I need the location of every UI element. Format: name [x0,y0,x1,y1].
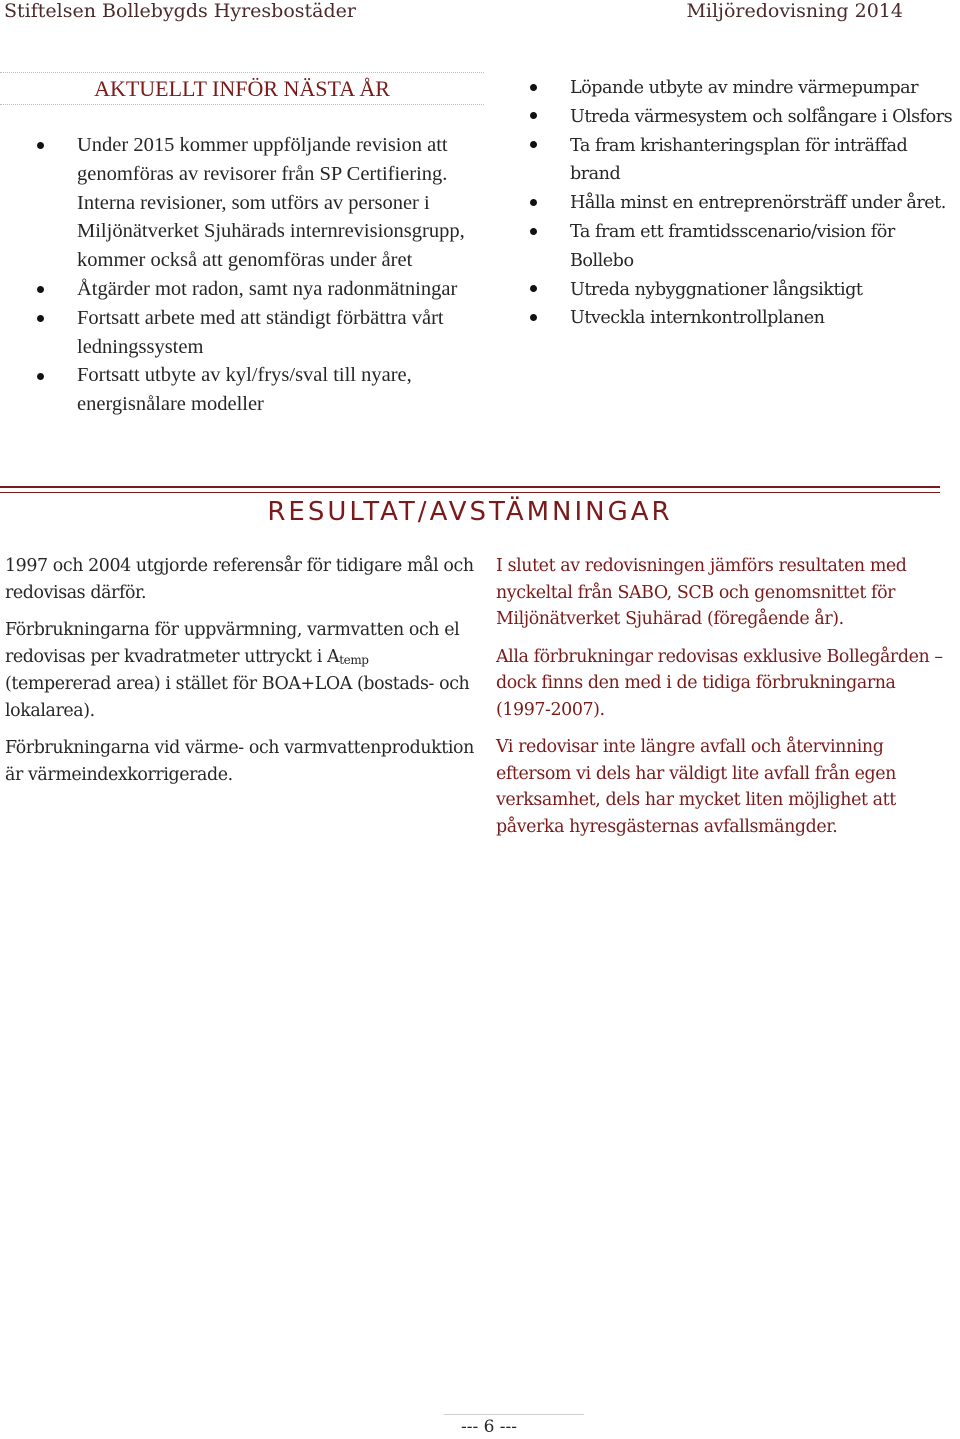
organization-name: Stiftelsen Bollebygds Hyresbostäder [4,0,356,22]
section-divider [0,486,940,493]
subscript-temp: temp [339,652,369,667]
document-title: Miljöredovisning 2014 [686,0,903,22]
text-column-left [5,553,475,799]
section-rule-top [0,72,484,73]
paragraph: Förbrukningarna vid värme- och varmvattenproduktion är värmeindexkorrigerade. [5,738,474,785]
list-item: Löpande utbyte av mindre värmepumpar [530,74,960,103]
list-item: Ta fram krishanteringsplan för inträffad brand [530,132,960,190]
section-heading-aktuellt: AKTUELLT INFÖR NÄSTA ÅR [94,76,390,101]
list-item: Åtgärder mot radon, samt nya radonmätningar [37,275,481,304]
list-item: Under 2015 kommer uppföljande revision att genomföras av revisorer från SP Certifiering. Interna revisioner, som utförs av personer i Miljönätverket Sjuhärads internrevisionsgrupp, kommer också att genomföras under året [37,131,481,275]
list-item: Fortsatt utbyte av kyl/frys/sval till nyare, energisnålare modeller [37,361,481,419]
list-item: Fortsatt arbete med att ständigt förbättra vårt ledningssystem [37,304,481,362]
list-item: Hålla minst en entreprenörsträff under året. [530,189,960,218]
paragraph: Förbrukningarna för uppvärmning, varmvatten och el redovisas per kvadratmeter uttryckt i $A_{temp}$ (tempererad area) i stället för BOA+LOA (bostads- och lokalarea). [5,620,470,721]
list-item: Utreda nybyggnationer långsiktigt [530,276,960,305]
section-rule-bottom [0,104,484,105]
paragraph: Alla förbrukningar redovisas exklusive Bollegården – dock finns den med i de tidiga förbrukningarna (1997-2007). [496,646,943,720]
paragraph: 1997 och 2004 utgjorde referensår för tidigare mål och redovisas därför. [5,556,474,603]
paragraph: I slutet av redovisningen jämförs resultaten med nyckeltal från SABO, SCB och genomsnittet för Miljönätverket Sjuhärad (föregående år). [496,556,907,629]
list-item: Utreda värmesystem och solfångare i Olsfors [530,103,960,132]
footer-rule [444,1414,584,1415]
page-header [0,0,960,30]
list-item: Ta fram ett framtidsscenario/vision för Bollebo [530,218,960,276]
list-item: Utveckla internkontrollplanen [530,304,960,333]
page-number: --- 6 --- [460,1417,518,1437]
text-column-right [496,553,951,851]
bullet-list-right [530,74,960,333]
section-heading-resultat: RESULTAT/AVSTÄMNINGAR [267,497,673,527]
paragraph: Vi redovisar inte längre avfall och återvinning eftersom vi dels har väldigt lite avfall från egen verksamhet, dels har mycket liten möjlighet att påverka hyresgästernas avfallsmängder. [496,737,896,837]
bullet-list-left [37,131,481,419]
